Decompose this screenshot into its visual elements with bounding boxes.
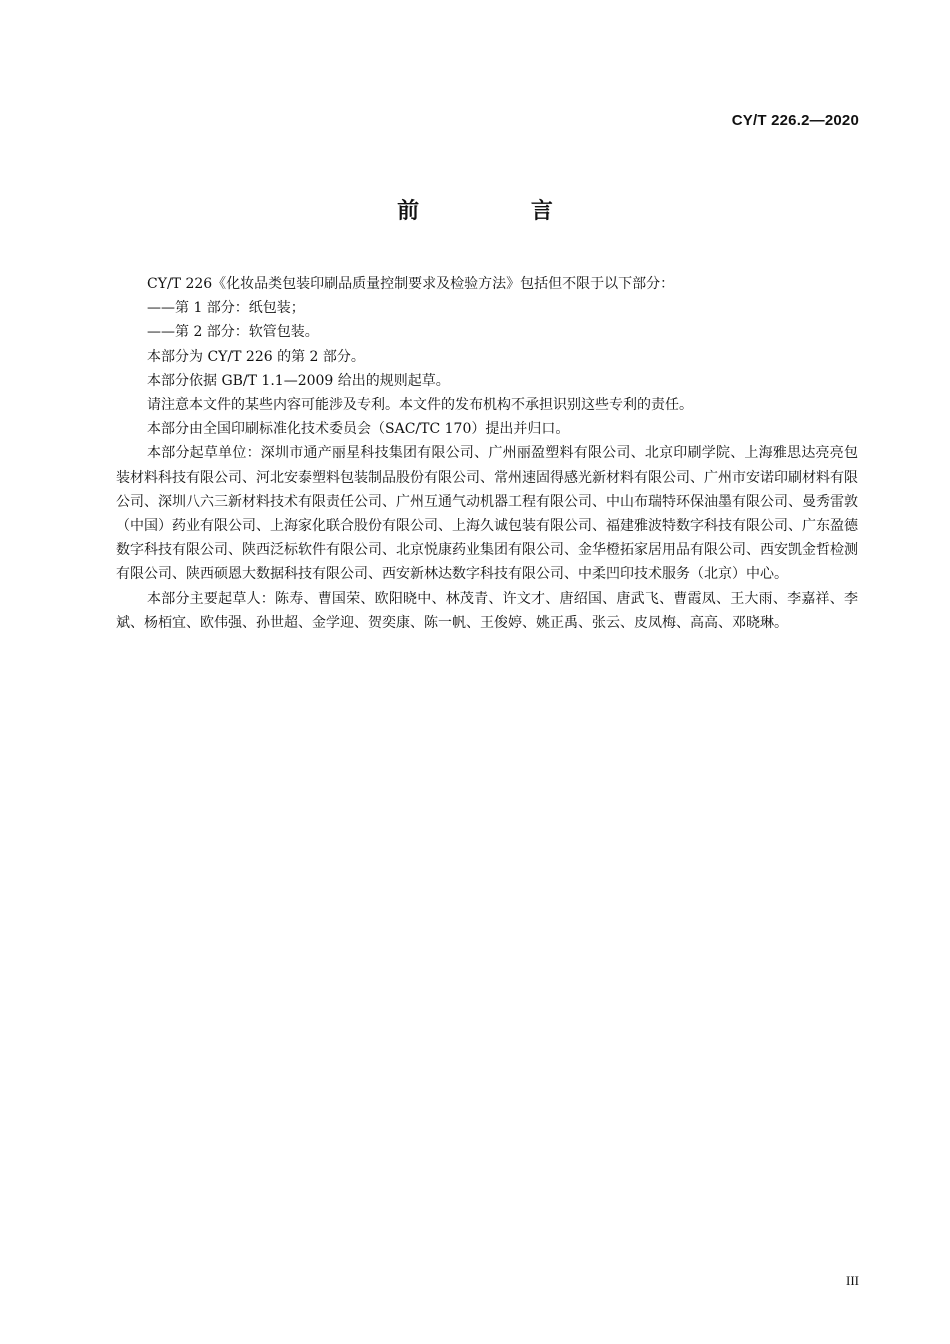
standard-number: CY/T 226.2—2020 <box>731 112 859 129</box>
paragraph-drafters: 本部分主要起草人：陈寿、曹国荣、欧阳晓中、林茂青、许文才、唐绍国、唐武飞、曹霞凤、王大雨、李嘉祥、李斌、杨栢宜、欧伟强、孙世超、金学迎、贺奕康、陈一帆、王俊婷、姚正禹、张云、皮凤梅、高高、邓晓琳。 <box>116 590 858 631</box>
paragraph-proposer: 本部分由全国印刷标准化技术委员会（SAC/TC 170）提出并归口。 <box>147 421 570 438</box>
paragraph-drafting-units: 本部分起草单位：深圳市通产丽星科技集团有限公司、广州丽盈塑料有限公司、北京印刷学院、上海雅思达亮亮包装材料科技有限公司、河北安泰塑料包装制品股份有限公司、常州速固得感光新材料有限公司、广州市安诺印刷材料有限公司、深圳八六三新材料技术有限责任公司、广州互通气动机器工程有限公司、中山布瑞特环保油墨有限公司、曼秀雷敦（中国）药业有限公司、上海家化联合股份有限公司、上海久诚包装有限公司、福建雅波特数字科技有限公司、广东盈德数字科技有限公司、陕西泛标软件有限公司、北京悦康药业集团有限公司、金华橙拓家居用品有限公司、西安凯金哲检测有限公司、陕西硕恩大数据科技有限公司、西安新林达数字科技有限公司、中柔凹印技术服务（北京）中心。 <box>116 445 858 583</box>
page-title: 前 言 <box>397 199 605 224</box>
paragraph-this-part: 本部分为 CY/T 226 的第 2 部分。 <box>147 348 365 365</box>
paragraph-patent-notice: 请注意本文件的某些内容可能涉及专利。本文件的发布机构不承担识别这些专利的责任。 <box>147 397 693 414</box>
paragraph-part-1: ——第 1 部分：纸包装； <box>147 300 305 317</box>
paragraph-drafting-rules: 本部分依据 GB/T 1.1—2009 给出的规则起草。 <box>147 372 450 389</box>
paragraph-part-2: ——第 2 部分：软管包装。 <box>147 324 319 341</box>
foreword-body <box>116 272 858 635</box>
paragraph-parts-intro: CY/T 226《化妆品类包装印刷品质量控制要求及检验方法》包括但不限于以下部分： <box>147 276 675 292</box>
page-number: III <box>846 1273 859 1288</box>
